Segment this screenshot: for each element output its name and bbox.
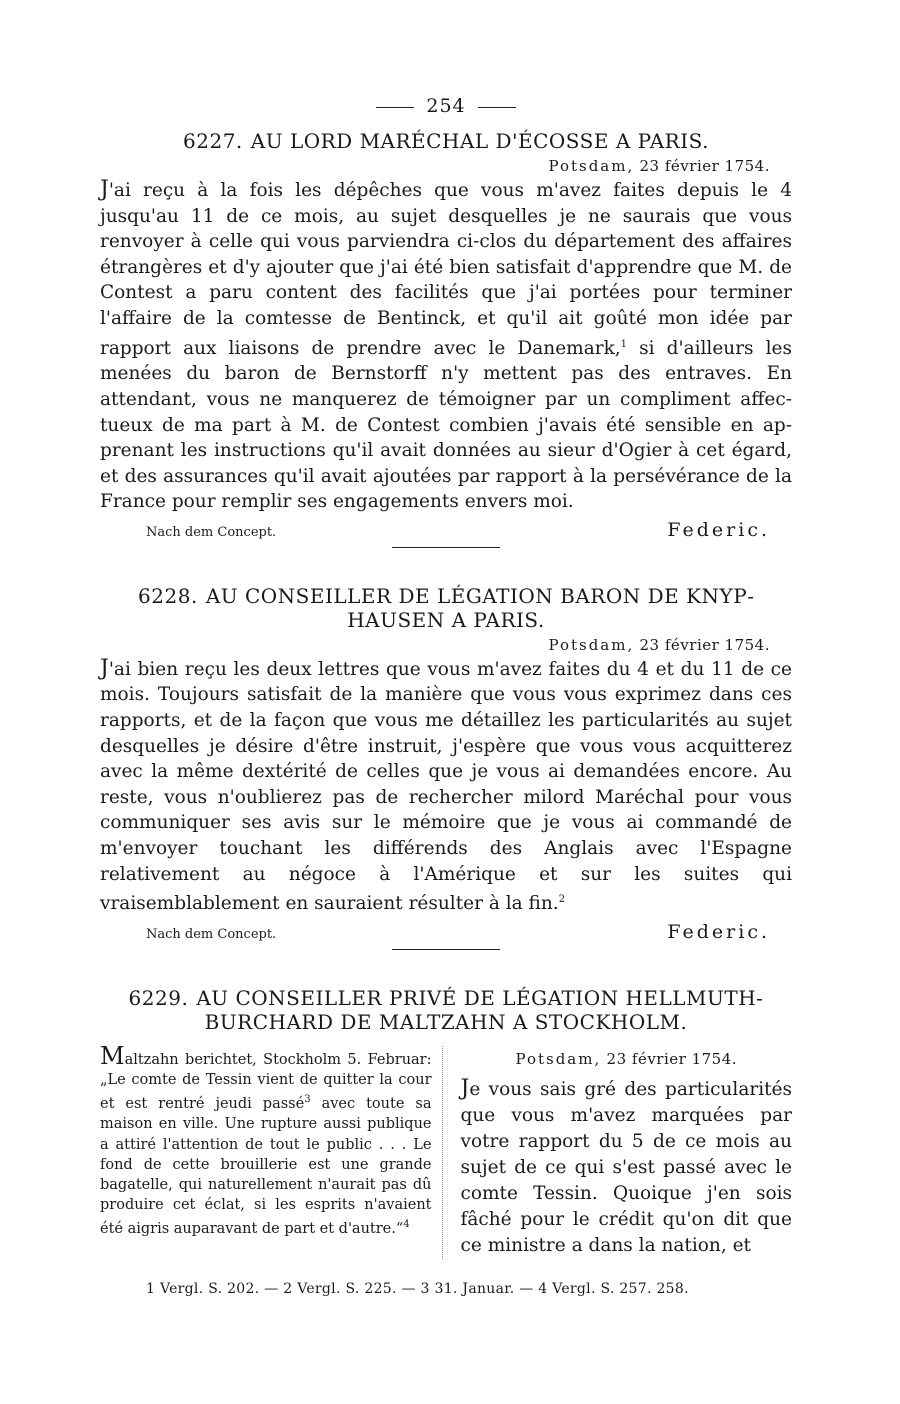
divider	[392, 949, 500, 950]
letter-heading: 6229. AU CONSEILLER PRIVÉ DE LÉGATION HELLMUTH-BURCHARD DE MALTZAHN A STOCKHOLM.	[128, 985, 764, 1034]
source-note: Nach dem Concept.	[146, 524, 277, 540]
source-note: Nach dem Concept.	[146, 926, 277, 942]
dateline: Potsdam, 23 février 1754.	[548, 157, 770, 175]
dateline: Potsdam, 23 février 1754.	[548, 635, 770, 654]
signature: Federic.	[667, 518, 770, 541]
letter-6228	[100, 584, 792, 950]
dateline: Potsdam, 23 février 1754.	[515, 1049, 738, 1068]
page-number: 254	[100, 95, 792, 117]
divider	[392, 547, 500, 548]
letter-body: J'ai bien reçu les deux lettres que vous m'avez faites du 4 et du 11 de ce mois. Toujours satisfait de la manière que vous vous exprimez dans ces rapports, et de la façon que vous me détaillez les particularités au sujet desquelles je désire d'être instruit, j'espère que vous vous acquitterez avec la même dextérité de celles que je vous ai demandées encore. Au reste, vous n'oublierez pas de rechercher milord Maréchal pour vous communiquer ses avis sur le mémoire que je vous ai commandé de m'envoyer touchant les différends des Anglais avec l'Espagne relativement au négoce à l'Amérique et sur les suites qui vraisemblablement en sauraient résulter à la fin.$^2$	[100, 655, 792, 915]
footnotes: 1 Vergl. S. 202. — 2 Vergl. S. 225. — 3 31. Januar. — 4 Vergl. S. 257. 258.	[146, 1280, 689, 1297]
document-page	[100, 95, 792, 1297]
letter-6227	[100, 129, 792, 548]
reply-text: Potsdam, 23 février 1754. Je vous sais gré des particularités que vous m'avez marquées par votre rapport du 5 de ce mois au sujet de ce qui s'est passé avec le comte Tessin. Quoique j'en sois fâché pour le crédit qu'on dit que ce ministre a dans la nation, et	[443, 1046, 793, 1259]
letter-body: J'ai reçu à la fois les dépêches que vous m'avez faites depuis le 4 jusqu'au 11 de ce mois, au sujet desquelles je ne saurais que vous renvoyer à celle qui vous parviendra ci-clos du département des affaires étrangères et d'y ajouter que j'ai été bien satisfait d'apprendre que M. de Contest a paru content des facilités que j'ai portées pour terminer l'affaire de la comtesse de Bentinck, et qu'il ait goûté mon idée par rapport aux liaisons de prendre avec le Danemark,$^1$ si d'ailleurs les menées du baron de Bernstorff n'y mettent pas des entraves. En attendant, vous ne manquerez de témoigner par un compliment affectueux de ma part à M. de Contest combien j'avais été sensible en apprenant les instructions qu'il avait données au sieur d'Ogier à cet égard, et des assurances qu'il avait ajoutées par rapport à la persévérance de la France pour remplir ses engagements envers moi.	[100, 177, 792, 513]
letter-heading: 6227. AU LORD MARÉCHAL D'ÉCOSSE A PARIS.	[183, 129, 709, 153]
letter-heading: 6228. AU CONSEILLER DE LÉGATION BARON DE KNYPHAUSEN A PARIS.	[138, 583, 754, 632]
signature: Federic.	[667, 920, 770, 943]
letter-6229	[100, 986, 792, 1259]
report-summary: Maltzahn berichtet, Stockholm 5. Februar: „Le comte de Tessin vient de quitter la cour et est rentré jeudi passé$^3$ avec toute sa maison en ville. Une rupture aussi publique a attiré l'attention de tout le public . . . Le fond de cette brouillerie est une grande bagatelle, qui naturellement n'aurait pas dû produire cet éclat, si les esprits n'avaient été aigris auparavant de part et d'autre.“$^4$	[100, 1046, 443, 1259]
